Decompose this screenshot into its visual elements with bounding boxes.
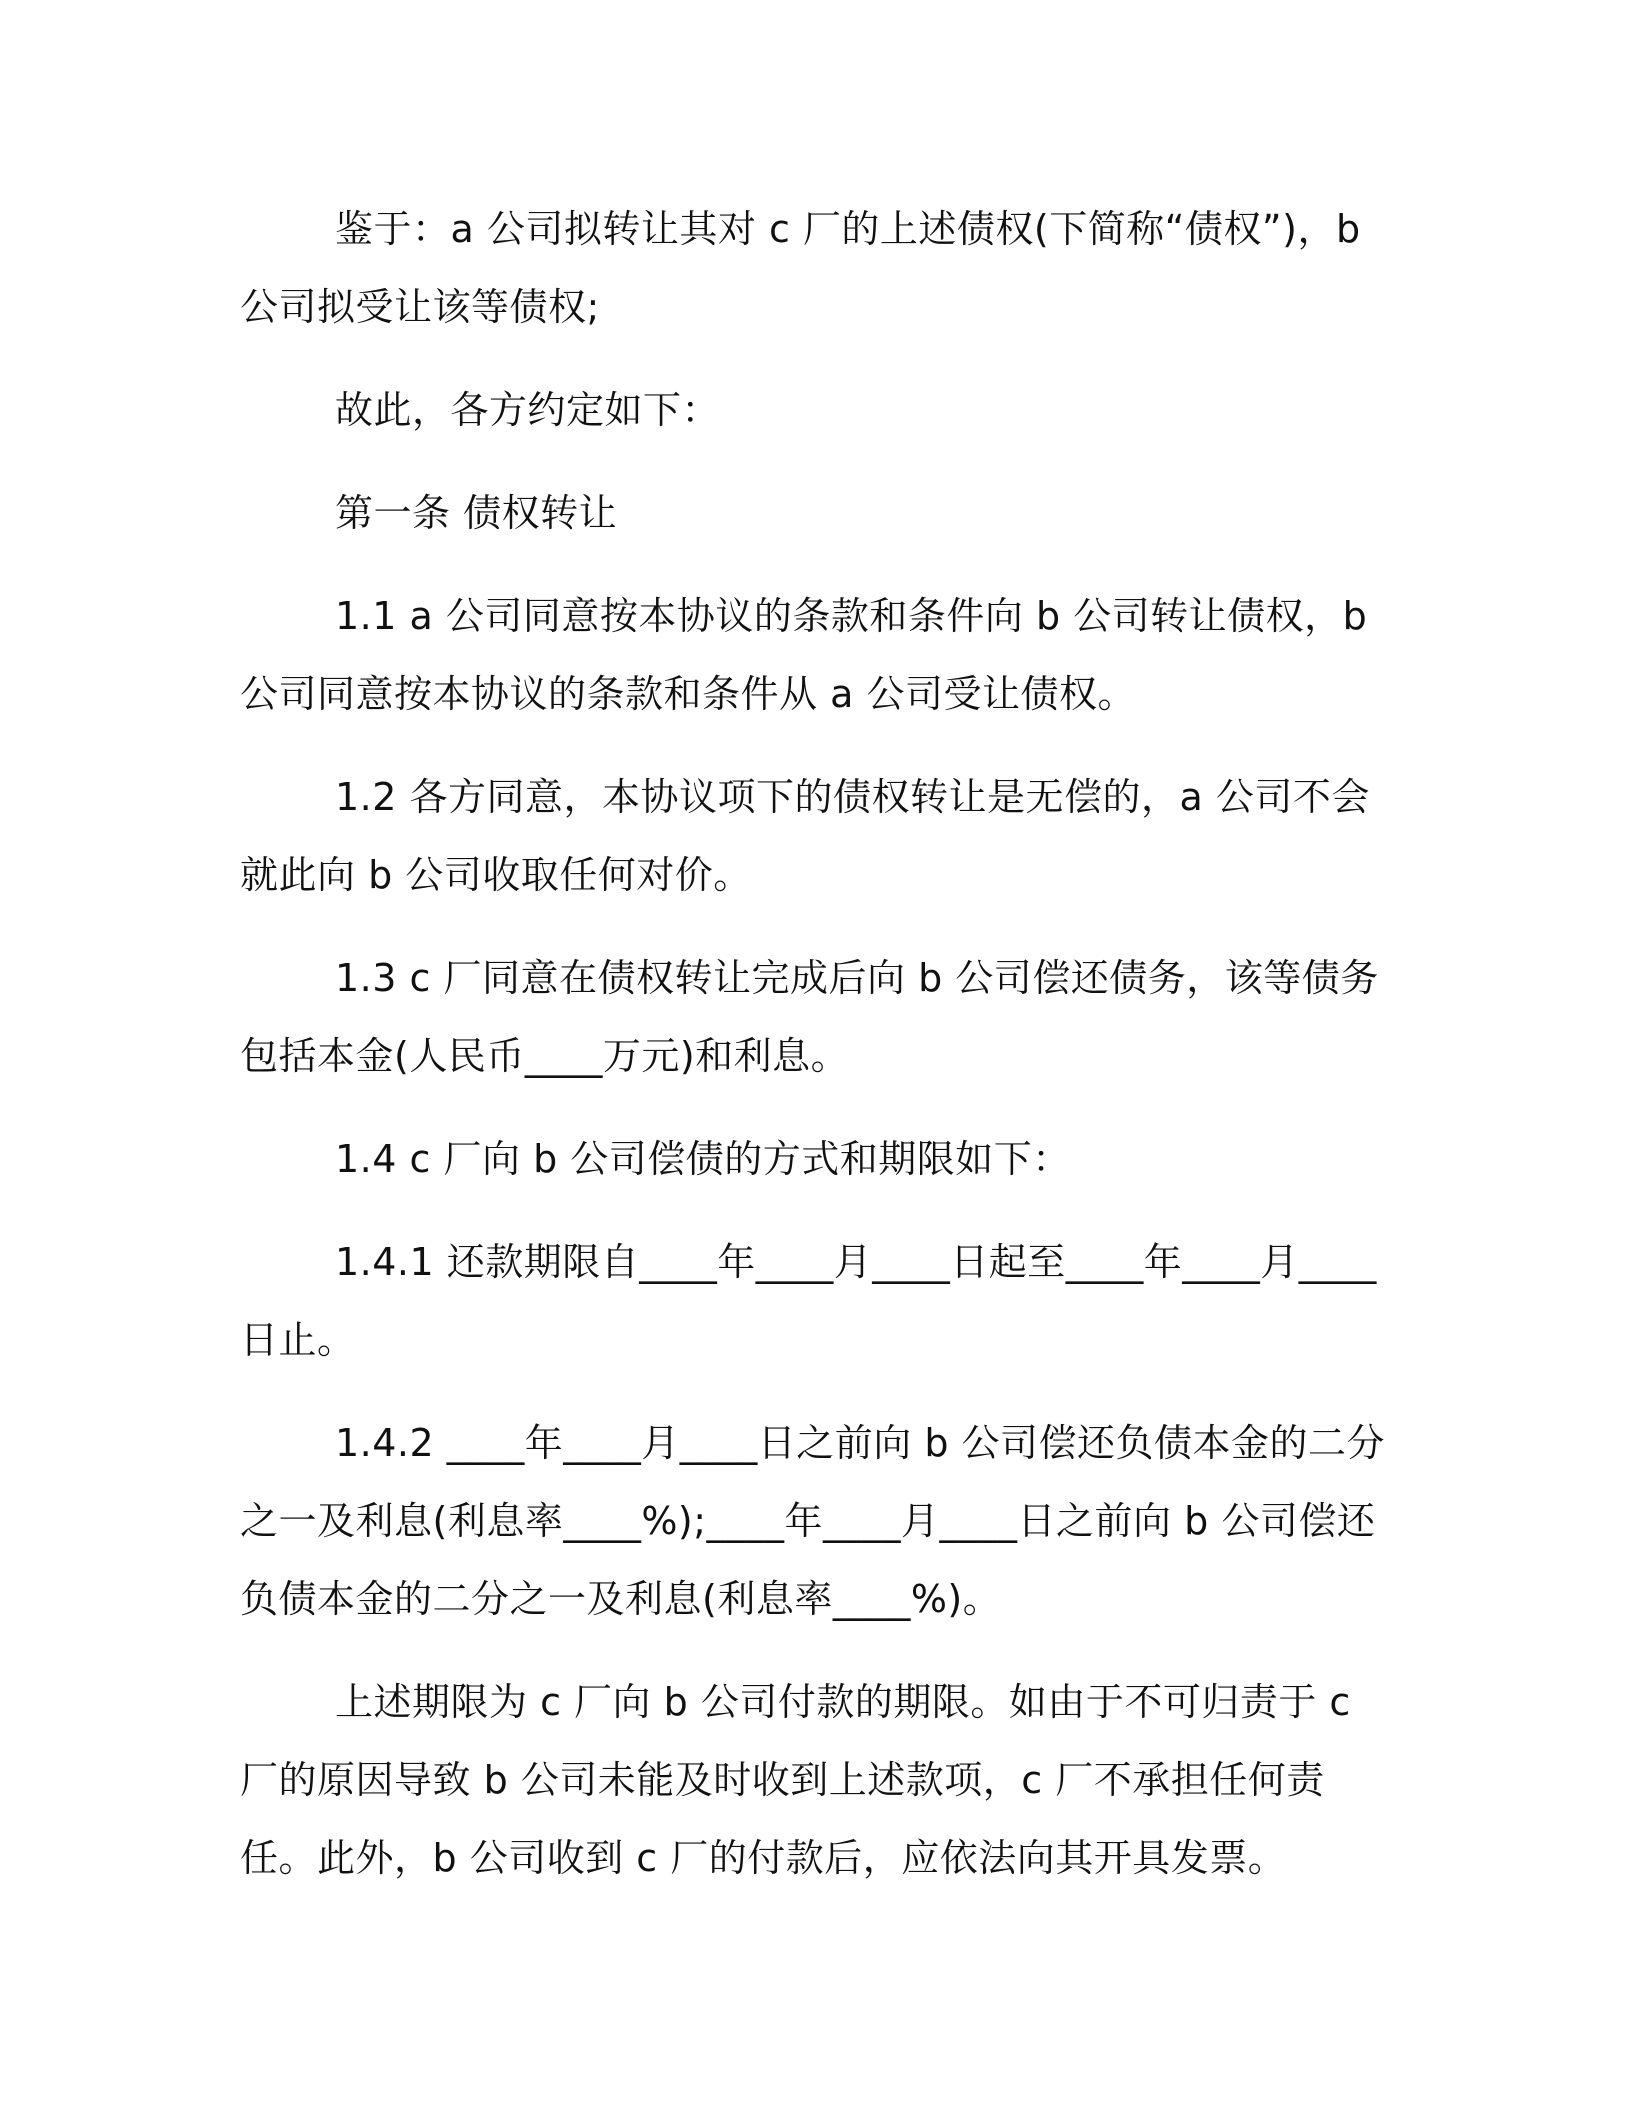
- article-1-heading: 第一条 债权转让: [335, 491, 618, 535]
- clause-1-2: 1.2 各方同意，本协议项下的债权转让是无偿的，a 公司不会就此向 b 公司收取任何对价。: [240, 775, 1370, 897]
- clause-1-4-2: 1.4.2 ____年____月____日之前向 b 公司偿还负债本金的二分之一及利息(利息率____%);____年____月____日之前向 b 公司偿还负债本金的二分之一及利息(利息率____%)。: [240, 1421, 1386, 1621]
- clause-1-4: 1.4 c 厂向 b 公司偿债的方式和期限如下：: [335, 1137, 1071, 1181]
- paragraph-payment-terms: 上述期限为 c 厂向 b 公司付款的期限。如由于不可归责于 c 厂的原因导致 b 公司未能及时收到上述款项，c 厂不承担任何责任。此外，b 公司收到 c 厂的付款后，应依法向其开具发票。: [240, 1680, 1351, 1880]
- document-body: [240, 190, 1390, 1922]
- clause-1-4-1: 1.4.1 还款期限自____年____月____日起至____年____月____日止。: [240, 1240, 1377, 1362]
- clause-1-1: 1.1 a 公司同意按本协议的条款和条件向 b 公司转让债权，b 公司同意按本协议的条款和条件从 a 公司受让债权。: [240, 594, 1368, 716]
- paragraph-recital: 鉴于：a 公司拟转让其对 c 厂的上述债权(下简称“债权”)，b 公司拟受让该等债权;: [240, 207, 1361, 329]
- paragraph-agreement-intro: 故此，各方约定如下：: [335, 388, 721, 432]
- clause-1-3: 1.3 c 厂同意在债权转让完成后向 b 公司偿还债务，该等债务包括本金(人民币____万元)和利息。: [240, 956, 1379, 1078]
